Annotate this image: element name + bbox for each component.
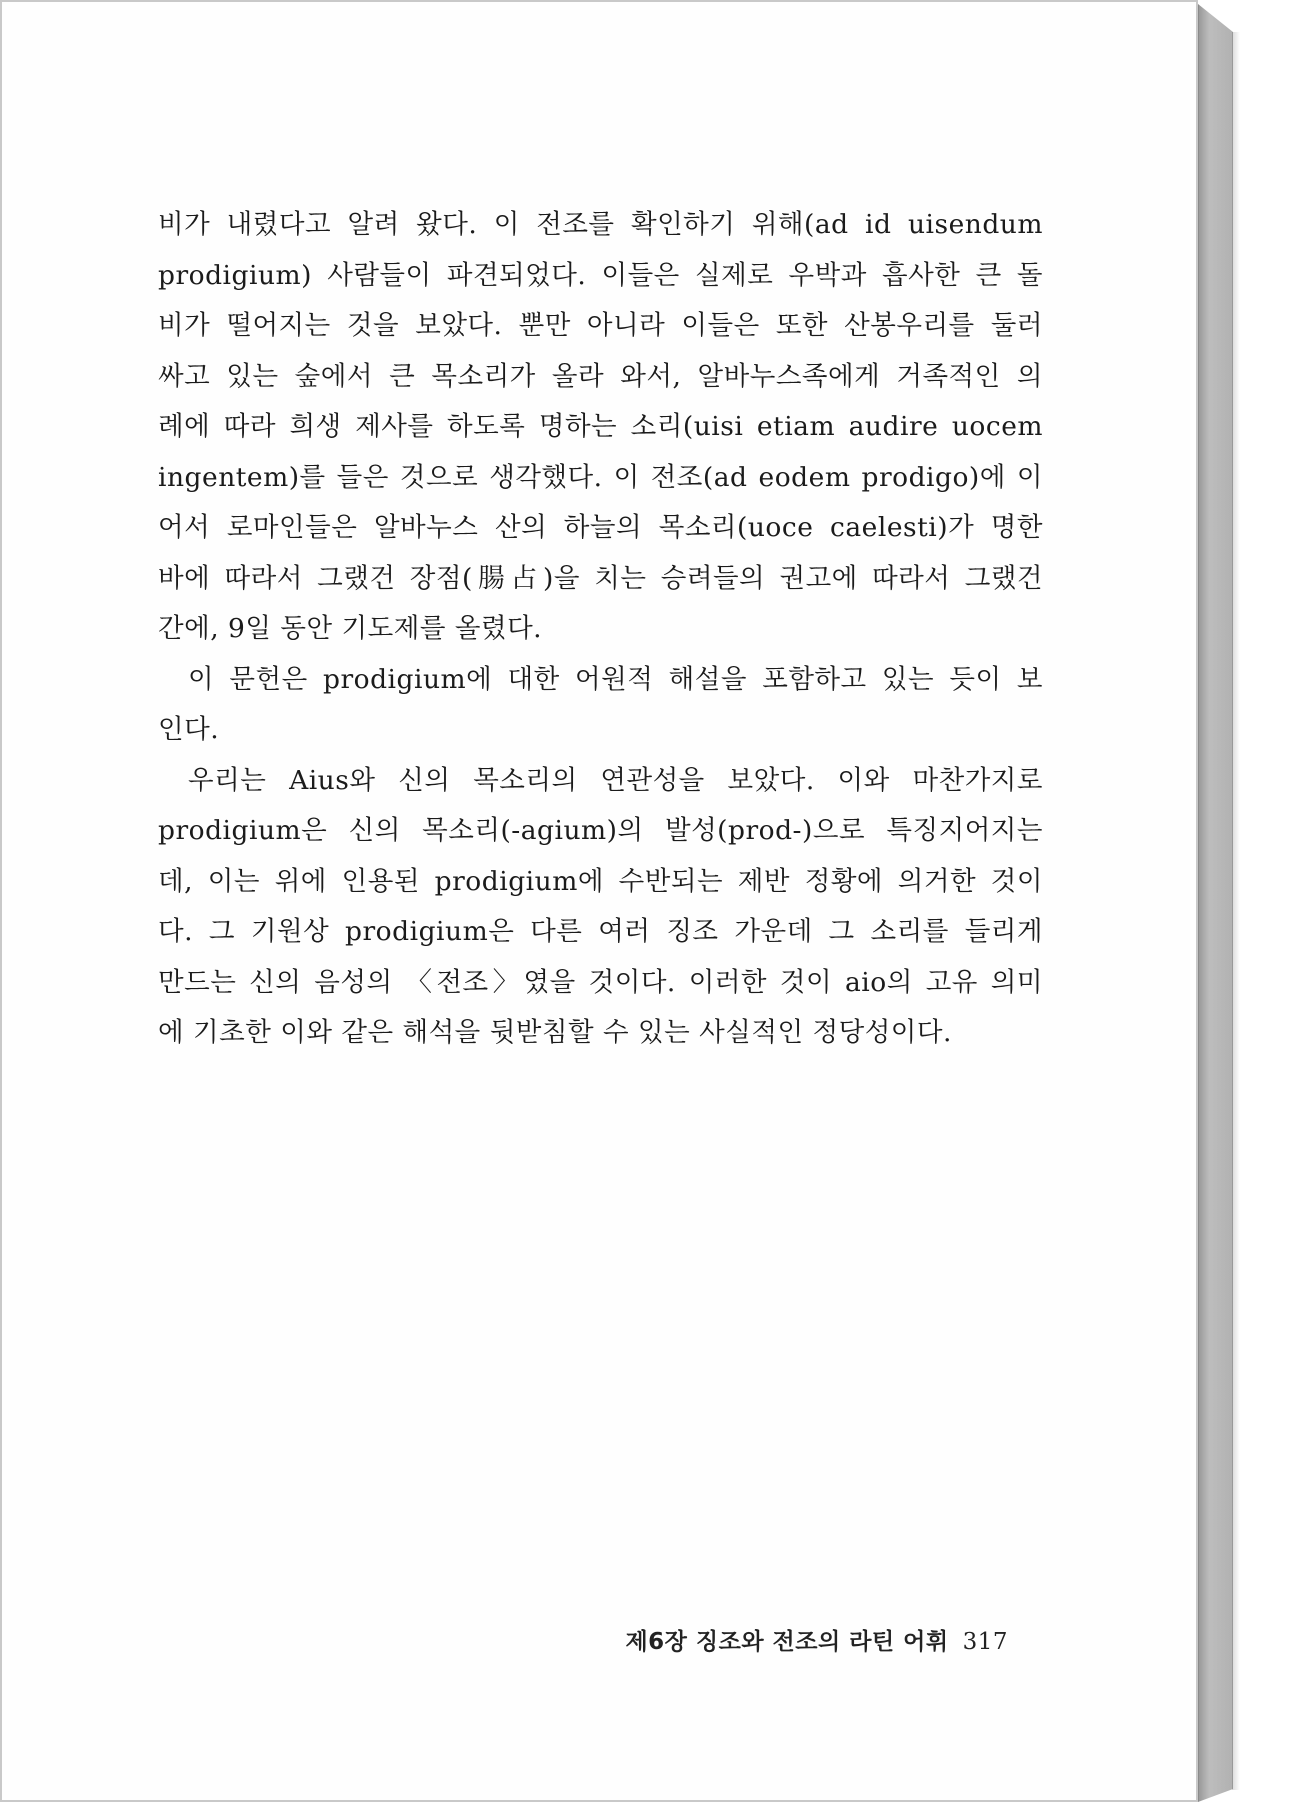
text-line: 바에 따라서 그랬건 장점(腸占)을 치는 승려들의 권고에 따라서 그랬건 <box>158 562 1043 594</box>
paragraph-2 <box>158 655 1043 756</box>
text-line: 만드는 신의 음성의 〈전조〉였을 것이다. 이러한 것이 aio의 고유 의미 <box>158 966 1043 998</box>
text-line: 례에 따라 희생 제사를 하도록 명하는 소리(uisi etiam audire uocem <box>158 411 1043 442</box>
paragraph-1 <box>158 200 1043 655</box>
body-text <box>158 200 1043 1059</box>
text-line: 인다. <box>158 714 220 745</box>
page-footer <box>618 1623 1008 1656</box>
text-line: 우리는 Aius와 신의 목소리의 연관성을 보았다. 이와 마찬가지로 <box>188 764 1043 796</box>
page-shadow <box>1232 32 1240 1790</box>
text-line: 어서 로마인들은 알바누스 산의 하늘의 목소리(uoce caelesti)가 명한 <box>158 512 1043 543</box>
text-line: prodigium) 사람들이 파견되었다. 이들은 실제로 우박과 흡사한 큰 돌 <box>158 259 1043 291</box>
text-line: 간에, 9일 동안 기도제를 올렸다. <box>158 613 543 644</box>
text-line: ingentem)를 들은 것으로 생각했다. 이 전조(ad eodem prodigo)에 이 <box>158 461 1043 493</box>
paragraph-3 <box>158 756 1043 1059</box>
running-head: 제6장 징조와 전조의 라틴 어휘 <box>625 1629 949 1655</box>
page-stack-edge <box>1198 4 1233 1802</box>
text-line: 데, 이는 위에 인용된 prodigium에 수반되는 제반 정황에 의거한 것이 <box>158 865 1043 897</box>
page-number: 317 <box>962 1629 1008 1655</box>
text-line: 이 문헌은 prodigium에 대한 어원적 해설을 포함하고 있는 듯이 보 <box>188 663 1043 695</box>
text-line: 다. 그 기원상 prodigium은 다른 여러 징조 가운데 그 소리를 들리게 <box>158 916 1043 947</box>
text-line: 싸고 있는 숲에서 큰 목소리가 올라 와서, 알바누스족에게 거족적인 의 <box>158 360 1043 392</box>
text-line: prodigium은 신의 목소리(-agium)의 발성(prod-)으로 특징지어지는 <box>158 815 1043 846</box>
text-line: 비가 내렸다고 알려 왔다. 이 전조를 확인하기 위해(ad id uisendum <box>158 209 1043 240</box>
text-line: 에 기초한 이와 같은 해석을 뒷받침할 수 있는 사실적인 정당성이다. <box>158 1017 952 1048</box>
text-line: 비가 떨어지는 것을 보았다. 뿐만 아니라 이들은 또한 산봉우리를 둘러 <box>158 310 1043 341</box>
